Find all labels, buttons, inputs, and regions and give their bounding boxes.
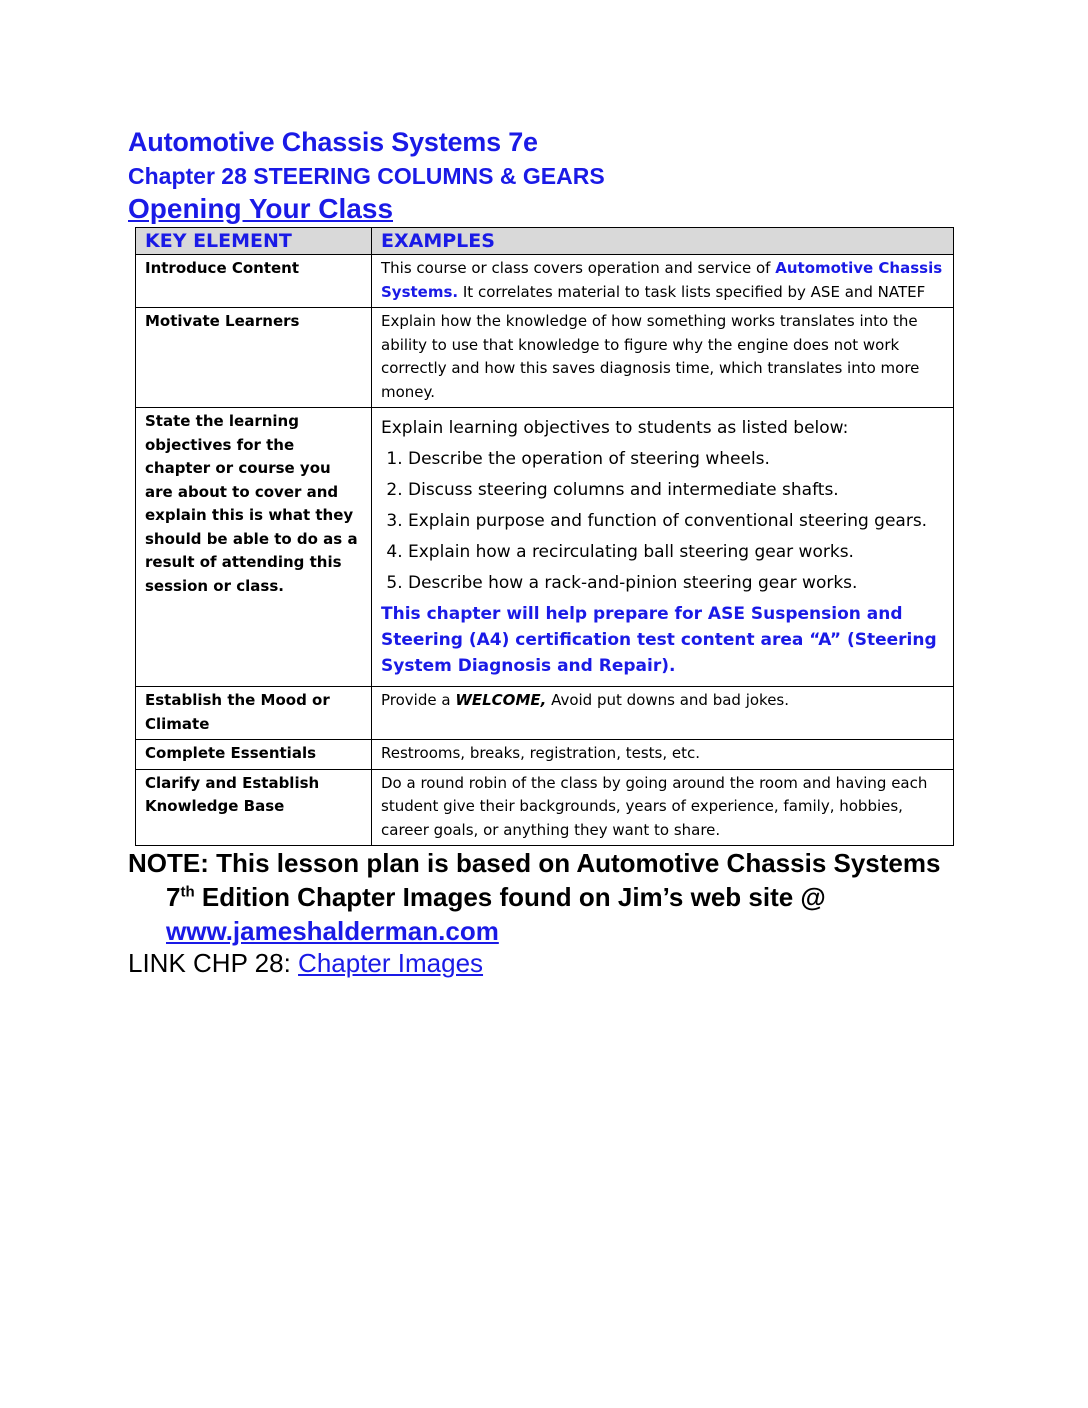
mood-text-after: Avoid put downs and bad jokes.	[546, 691, 790, 709]
objectives-list	[381, 444, 944, 599]
table-row-mood	[136, 687, 954, 740]
chapter-title: Chapter 28 STEERING COLUMNS & GEARS	[128, 163, 605, 189]
key-complete-essentials: Complete Essentials	[136, 740, 372, 770]
book-title: Automotive Chassis Systems 7e	[128, 127, 538, 157]
intro-highlight: Automotive Chassis Systems.	[381, 259, 943, 301]
key-motivate-learners: Motivate Learners	[136, 308, 372, 408]
note-text-1: NOTE: This lesson plan is based on Automotive Chassis Systems 7	[128, 848, 941, 912]
key-learning-objectives: State the learning objectives for the chapter or course you are about to cover and explain this is what they should be able to do as a result of attending this session or class.	[136, 408, 372, 687]
table-row-introduce	[136, 255, 954, 308]
ase-certification-note: This chapter will help prepare for ASE Suspension and Steering (A4) certification test content area “A” (Steering System Diagnosis and Repair).	[381, 604, 937, 676]
objective-item: 5. Describe how a rack-and-pinion steering gear works.	[408, 568, 944, 599]
chapter-link-line	[128, 946, 483, 980]
header-examples: EXAMPLES	[372, 228, 954, 255]
objective-item: 1. Describe the operation of steering wheels.	[408, 444, 944, 475]
lesson-plan-note	[128, 846, 948, 948]
example-establish-mood	[372, 687, 954, 740]
intro-text-before: This course or class covers operation and service of	[381, 259, 776, 277]
section-title: Opening Your Class	[128, 193, 394, 224]
chapter-images-link[interactable]: Chapter Images	[298, 948, 484, 978]
example-complete-essentials: Restrooms, breaks, registration, tests, etc.	[372, 740, 954, 770]
mood-emphasis: WELCOME,	[455, 691, 547, 709]
objective-item: 3. Explain purpose and function of conventional steering gears.	[408, 506, 944, 537]
example-introduce-content	[372, 255, 954, 308]
example-motivate-learners: Explain how the knowledge of how something works translates into the ability to use that knowledge to figure why the engine does not work correctly and how this saves diagnosis time, which translates into more money.	[372, 308, 954, 408]
objective-item: 4. Explain how a recirculating ball steering gear works.	[408, 537, 944, 568]
objectives-intro: Explain learning objectives to students as listed below:	[381, 418, 849, 438]
website-link[interactable]: www.jameshalderman.com	[166, 916, 499, 946]
lesson-plan-table	[135, 227, 954, 846]
key-knowledge-base: Clarify and Establish Knowledge Base	[136, 769, 372, 846]
table-row-knowledge	[136, 769, 954, 846]
header-key-element: KEY ELEMENT	[136, 228, 372, 255]
note-text-2: Edition Chapter Images found on Jim’s web site @	[194, 882, 826, 912]
table-row-motivate	[136, 308, 954, 408]
table-header-row	[136, 228, 954, 255]
key-establish-mood: Establish the Mood or Climate	[136, 687, 372, 740]
example-knowledge-base: Do a round robin of the class by going around the room and having each student give their backgrounds, years of experience, family, hobbies, career goals, or anything they want to share.	[372, 769, 954, 846]
table-row-objectives	[136, 408, 954, 687]
example-learning-objectives	[372, 408, 954, 687]
mood-text-before: Provide a	[381, 691, 456, 709]
objective-item: 2. Discuss steering columns and intermediate shafts.	[408, 475, 944, 506]
table-row-essentials	[136, 740, 954, 770]
key-introduce-content: Introduce Content	[136, 255, 372, 308]
intro-text-after: It correlates material to task lists specified by ASE and NATEF	[458, 282, 926, 301]
note-superscript: th	[180, 883, 195, 901]
link-label: LINK CHP 28:	[128, 948, 299, 978]
